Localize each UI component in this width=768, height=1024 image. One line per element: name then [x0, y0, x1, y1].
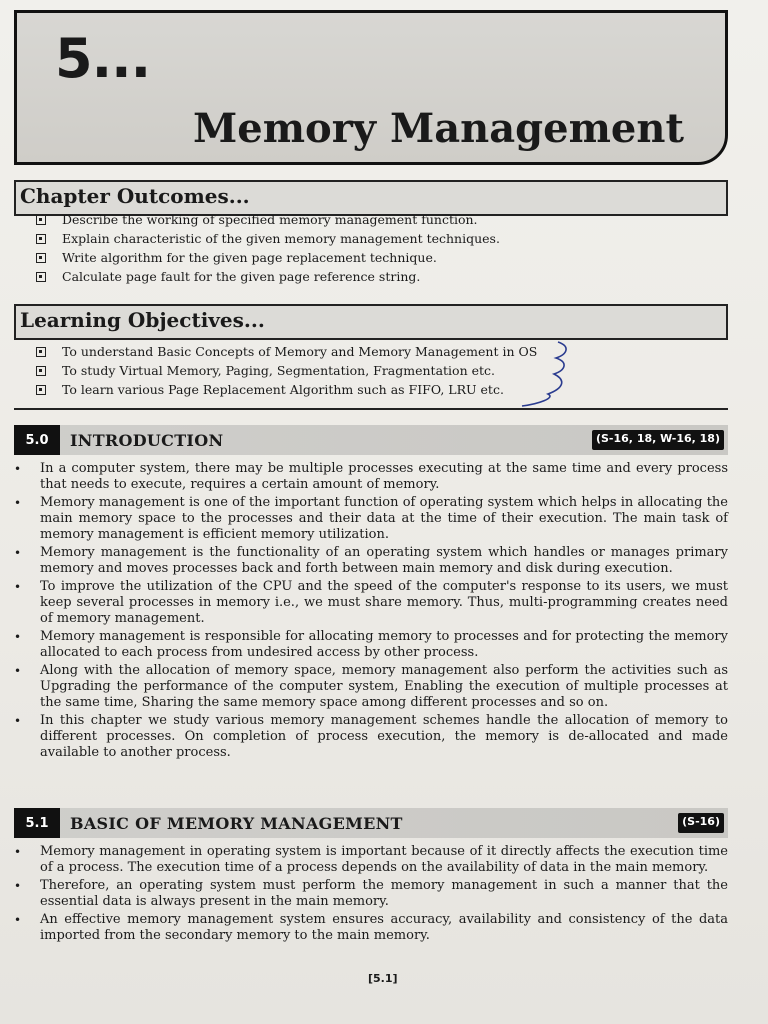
exam-tag-badge: (S-16, 18, W-16, 18) [592, 430, 724, 450]
list-item: Write algorithm for the given page replacement technique. [36, 248, 500, 267]
list-item: • Memory management is one of the important function of operating system which helps in allocating the main memory space to the processes and their data at the time of their execution. The main task of memory management is efficient memory utilization. [14, 495, 728, 543]
square-bullet-icon [36, 272, 46, 282]
square-bullet-icon [36, 366, 46, 376]
list-item: • Along with the allocation of memory space, memory management also perform the activities such as Upgrading the performance of the computer system, Enabling the execution of multiple processes at the same time, Sharing the same memory space among different processes and so on. [14, 663, 728, 711]
chapter-title: Memory Management [193, 105, 684, 152]
square-bullet-icon [36, 215, 46, 225]
list-item: To understand Basic Concepts of Memory and Memory Management in OS [36, 342, 537, 361]
section-title: INTRODUCTION [70, 431, 224, 450]
section-number: 5.0 [14, 425, 60, 455]
list-item: • In this chapter we study various memory management schemes handle the allocation of memory to different processes. On completion of process execution, the memory is de-allocated and made available to another process. [14, 713, 728, 761]
square-bullet-icon [36, 234, 46, 244]
list-item: To study Virtual Memory, Paging, Segmentation, Fragmentation etc. [36, 361, 537, 380]
chapter-outcomes-title: Chapter Outcomes... [20, 184, 250, 208]
section-5-1-header [14, 808, 728, 838]
section-5-0-list [14, 461, 728, 763]
square-bullet-icon [36, 253, 46, 263]
section-number: 5.1 [14, 808, 60, 838]
list-item: Calculate page fault for the given page reference string. [36, 267, 500, 286]
list-item: To learn various Page Replacement Algorithm such as FIFO, LRU etc. [36, 380, 537, 399]
section-title: BASIC OF MEMORY MANAGEMENT [70, 814, 403, 833]
section-5-1-list [14, 844, 728, 946]
learning-objectives-header [14, 304, 728, 340]
list-item: Explain characteristic of the given memory management techniques. [36, 229, 500, 248]
list-item: Describe the working of specified memory management function. [36, 210, 500, 229]
section-divider [14, 408, 728, 410]
list-item: • To improve the utilization of the CPU and the speed of the computer's response to its users, we must keep several processes in memory i.e., we must share memory. Thus, multi-programming creates need of memory management. [14, 579, 728, 627]
decorative-squiggle-icon [508, 340, 578, 412]
section-5-0-header [14, 425, 728, 455]
learning-objectives-title: Learning Objectives... [20, 308, 265, 332]
chapter-number: 5... [55, 27, 151, 90]
list-item: • Therefore, an operating system must perform the memory management in such a manner that the essential data is always present in the main memory. [14, 878, 728, 910]
list-item: • An effective memory management system ensures accuracy, availability and consistency of the data imported from the secondary memory to the main memory. [14, 912, 728, 944]
chapter-outcomes-list [36, 210, 500, 286]
list-item: • Memory management in operating system is important because of it directly affects the execution time of a process. The execution time of a process depends on the availability of data in the main memory. [14, 844, 728, 876]
exam-tag-badge: (S-16) [678, 813, 724, 833]
list-item: • Memory management is responsible for allocating memory to processes and for protecting the memory allocated to each process from undesired access by other process. [14, 629, 728, 661]
chapter-header [14, 10, 728, 165]
list-item: • In a computer system, there may be multiple processes executing at the same time and every process that needs to execute, requires a certain amount of memory. [14, 461, 728, 493]
square-bullet-icon [36, 385, 46, 395]
page-number: [5.1] [368, 972, 398, 985]
list-item: • Memory management is the functionality of an operating system which handles or manages primary memory and moves processes back and forth between main memory and disk during execution. [14, 545, 728, 577]
square-bullet-icon [36, 347, 46, 357]
learning-objectives-list [36, 342, 537, 399]
